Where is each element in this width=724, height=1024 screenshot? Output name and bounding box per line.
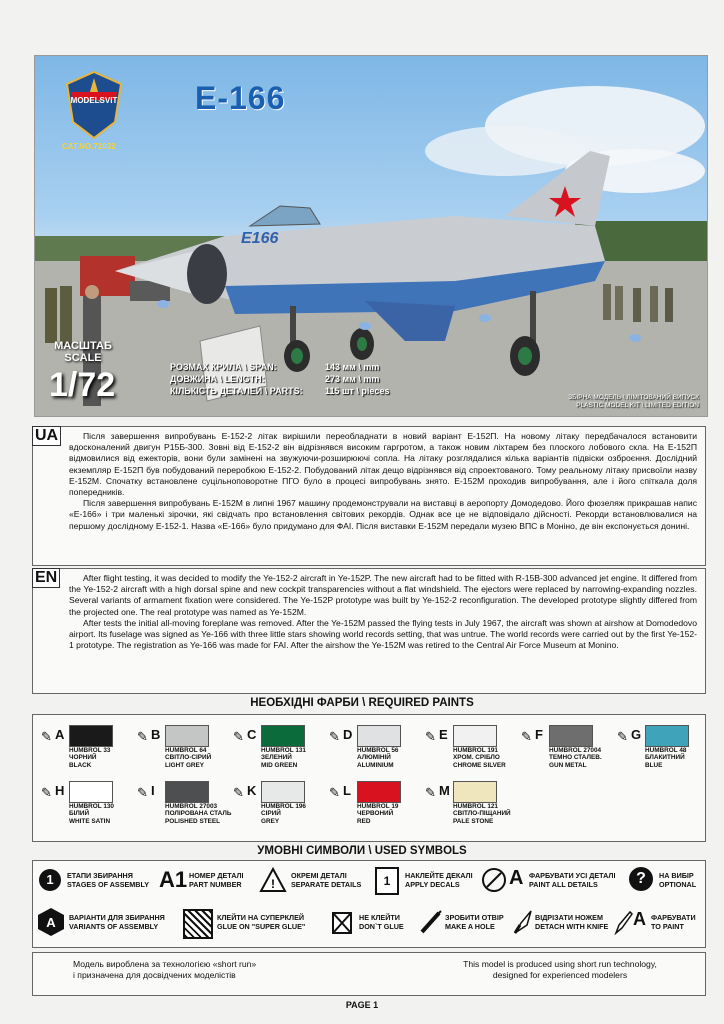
paint-all-letter: A: [509, 867, 524, 889]
symbol-separate-ua: ОКРЕМІ ДЕТАЛІ: [291, 871, 347, 880]
paint-letter: M: [439, 783, 450, 798]
symbol-dont-glue-ua: НЕ КЛЕЙТИ: [359, 913, 400, 922]
symbols-title: УМОВНІ СИМВОЛИ \ USED SYMBOLS: [257, 845, 467, 857]
paint-name-en: CHROME SILVER: [453, 761, 506, 769]
short-run-note-en: [429, 959, 691, 981]
kit-note-ua: ЗБІРНА МОДЕЛЬ \ ЛІМІТОВАНИЙ ВИПУСК: [568, 394, 699, 401]
short-run-note-en-line-2: designed for experienced modelers: [492, 970, 628, 980]
paint-all-icon: [481, 867, 507, 893]
warning-triangle-glyph: !: [271, 877, 275, 891]
paint-name-ua: БЛАКИТНИЙ: [645, 754, 685, 762]
symbol-knife-ua: ВІДРІЗАТИ НОЖЕМ: [535, 913, 603, 922]
scale-label: [53, 340, 113, 364]
symbol-make-hole: [445, 913, 504, 931]
paint-label: [261, 747, 306, 769]
symbol-separate-details: [291, 871, 361, 889]
brush-icon: ✎: [425, 785, 436, 800]
paint-swatch: [453, 781, 497, 803]
paint-label: [69, 747, 110, 769]
paint-name-en: RED: [357, 817, 371, 825]
paint-a: [41, 725, 151, 769]
paint-name-ua: ЧЕРВОНИЙ: [357, 810, 394, 818]
paint-code: HUMBROL 27004: [549, 747, 602, 754]
paints-box: [32, 714, 706, 842]
hero-image: [34, 55, 708, 417]
paint-label: [357, 747, 398, 769]
paint-name-en: POLISHED STEEL: [165, 817, 221, 825]
brush-icon: ✎: [137, 729, 148, 744]
paint-h: [41, 781, 151, 825]
paint-letter: G: [631, 727, 642, 742]
symbol-stages-en: STAGES OF ASSEMBLY: [67, 880, 150, 889]
drill-icon: [419, 909, 443, 935]
spec-length-value: 273 мм \ mm: [325, 374, 380, 384]
brush-icon: ✎: [233, 785, 244, 800]
spec-parts-value: 115 шт \ pieces: [325, 386, 390, 396]
en-language-tag: EN: [32, 568, 60, 588]
symbol-part-number-en: PART NUMBER: [189, 880, 242, 889]
symbol-optional-ua: НА ВИБІР: [659, 871, 694, 880]
spec-span-label: РОЗМАХ КРИЛА \ SPAN:: [170, 362, 277, 372]
paint-name-en: BLUE: [645, 761, 663, 769]
brush-icon: ✎: [233, 729, 244, 744]
paint-name-ua: СВІТЛО-СІРИЙ: [165, 754, 212, 762]
paint-code: HUMBROL 48: [645, 747, 687, 754]
scale-value: 1/72: [49, 366, 116, 404]
paint-swatch: [453, 725, 497, 747]
paint-letter: F: [535, 727, 543, 742]
symbol-to-paint-en: TO PAINT: [651, 922, 684, 931]
spec-values: [325, 361, 389, 397]
spec-parts-label: КІЛЬКІСТЬ ДЕТАЛЕЙ \ PARTS:: [170, 386, 303, 396]
paints-title: НЕОБХІДНІ ФАРБИ \ REQUIRED PAINTS: [250, 697, 474, 709]
symbol-dont-glue: [359, 913, 404, 931]
paint-name-ua: АЛЮМІНІЙ: [357, 754, 391, 762]
paint-name-ua: ТЕМНО СТАЛЕВ.: [549, 754, 602, 762]
symbol-apply-decals: [405, 871, 473, 889]
paint-l: [329, 781, 439, 825]
brush-icon: ✎: [617, 729, 628, 744]
symbol-stages: [67, 871, 149, 889]
en-paragraph-2: After tests the initial all-moving foreplane was removed. After the Ye-152M passed the flying tests in July 1967, the aircraft was shown at airshow at Domodedovo airport. Its fuselage was signed as Ye-166 with three little stars showing world records setting, that was untrue. The world records were carried out by the first Ye-152-1 prototype. The registration as Ye-166 was made for FAI. After the airshow the Ye-152M was retired to the Central Air Force Museum at Monino.: [69, 617, 697, 651]
decal-icon: 1: [375, 867, 399, 895]
paint-code: HUMBROL 33: [69, 747, 111, 754]
en-description-box: [32, 568, 706, 694]
ua-paragraph-2: Після завершення випробувань Е-152М в липні 1967 машину продемонстрували на виставці в аеропорту Домодедово. Його фюзеляж прикрашав напис «Е-166» і три маленькі зірочки, які свідчать про встановлення світових рекордів. Однак все це не відповідало дійсності. Рекорди встановлювалися на першому дослідному Е-152-1. Назва «Е-166» було придумано для ФАІ. Після виставки Е-152М передали музею ВПС в Моніно, де він експонується донині.: [69, 498, 697, 531]
paint-swatch: [165, 725, 209, 747]
paint-d: [329, 725, 439, 769]
part-number-icon: A1: [159, 867, 188, 892]
paint-swatch: [261, 725, 305, 747]
symbol-part-number-ua: НОМЕР ДЕТАЛІ: [189, 871, 244, 880]
paint-letter: K: [247, 783, 257, 798]
short-run-note-ua-line-2: і призначена для досвідчених моделістів: [73, 970, 236, 980]
ua-description-box: [32, 426, 706, 566]
paint-letter: L: [343, 783, 351, 798]
symbol-make-hole-ua: ЗРОБИТИ ОТВІР: [445, 913, 504, 922]
paint-name-ua: ЧОРНИЙ: [69, 754, 97, 762]
paint-b: [137, 725, 247, 769]
paint-name-ua: ПОЛІРОВАНА СТАЛЬ: [165, 810, 232, 818]
paint-label: [645, 747, 686, 769]
paint-f: [521, 725, 631, 769]
brush-icon: ✎: [137, 785, 148, 800]
paint-i: [137, 781, 247, 825]
paint-swatch: [165, 781, 209, 803]
to-paint-letter: A: [633, 909, 646, 929]
paint-letter: E: [439, 727, 448, 742]
spec-labels: [170, 361, 303, 397]
spec-length-label: ДОВЖИНА \ LENGTH:: [170, 374, 265, 384]
symbol-decals-en: APPLY DECALS: [405, 880, 460, 889]
paint-name-en: LIGHT GREY: [165, 761, 205, 769]
paint-swatch: [261, 781, 305, 803]
ua-description: [69, 431, 697, 532]
paint-name-ua: БІЛИЙ: [69, 810, 90, 818]
symbol-dont-glue-en: DON`T GLUE: [359, 922, 404, 931]
paint-code: HUMBROL 130: [69, 803, 114, 810]
short-run-note-ua-line-1: Модель вироблена за технологією «short run»: [73, 959, 257, 969]
brush-icon: ✎: [329, 785, 340, 800]
brush-icon: ✎: [425, 729, 436, 744]
variants-icon-glyph: A: [46, 915, 56, 930]
symbol-to-paint: [651, 913, 696, 931]
symbol-super-glue-en: GLUE ON "SUPER GLUE": [217, 922, 306, 931]
paint-label: [453, 803, 511, 825]
paint-name-ua: ЗЕЛЕНИЙ: [261, 754, 292, 762]
kit-note-en: PLASTIC MODEL KIT \ LIMITED EDITION: [576, 402, 699, 409]
paint-c: [233, 725, 343, 769]
paint-swatch: [69, 725, 113, 747]
paint-label: [165, 803, 231, 825]
page-title: E-166: [195, 80, 286, 116]
kit-note: [568, 394, 699, 410]
fuselage-marking: E166: [241, 230, 279, 247]
short-run-note-box: [32, 952, 706, 996]
super-glue-icon: [183, 909, 213, 939]
symbol-super-glue-ua: КЛЕЙТИ НА СУПЕРКЛЕЙ: [217, 913, 305, 922]
no-glue-icon: [331, 909, 355, 935]
symbols-box: [32, 860, 706, 948]
paint-label: [357, 803, 398, 825]
stage-number-icon: 1: [39, 869, 61, 891]
warning-triangle-icon: [259, 867, 287, 893]
paint-brush-icon: [613, 909, 633, 935]
paint-letter: A: [55, 727, 65, 742]
paint-name-en: PALE STONE: [453, 817, 494, 825]
paint-name-ua: СІРИЙ: [261, 810, 281, 818]
paint-letter: C: [247, 727, 257, 742]
paint-code: HUMBROL 196: [261, 803, 306, 810]
paint-name-en: GREY: [261, 817, 280, 825]
symbol-stages-ua: ЕТАПИ ЗБИРАННЯ: [67, 871, 133, 880]
brand-logo: [63, 70, 125, 140]
variants-icon: [37, 907, 65, 937]
paint-swatch: [69, 781, 113, 803]
page-number: PAGE 1: [345, 1000, 379, 1010]
paint-label: [261, 803, 306, 825]
symbol-super-glue: [217, 913, 305, 931]
paint-label: [549, 747, 602, 769]
paint-name-en: GUN METAL: [549, 761, 587, 769]
symbol-part-number: [189, 871, 244, 889]
optional-icon: ?: [629, 867, 653, 891]
symbol-detach-knife: [535, 913, 608, 931]
en-description: [69, 573, 697, 651]
brush-icon: ✎: [329, 729, 340, 744]
symbol-make-hole-en: MAKE A HOLE: [445, 922, 495, 931]
paint-code: HUMBROL 121: [453, 803, 498, 810]
scale-label-en: SCALE: [64, 352, 102, 364]
paint-letter: B: [151, 727, 161, 742]
short-run-note-en-line-1: This model is produced using short run technology,: [463, 959, 657, 969]
brush-icon: ✎: [41, 785, 52, 800]
en-paragraph-1: After flight testing, it was decided to modify the Ye-152-2 aircraft in Ye-152P. The new aircraft had to be fitted with R-15B-300 advanced jet engine. It differed from the Ye-152-2 aircraft with a high dorsal spine and new cockpit transparencies without a flat windshield. The ejectors were replaced by narrowing-expanding nozzles. Several variants of armament fixation were considered. The Ye-152P prototype was built by Ye-152-2 reconfiguration. The developed prototype slightly differed from the projected one. The real prototype was named as Ye-152M.: [69, 573, 697, 617]
paint-name-ua: ХРОМ. СРІБЛО: [453, 754, 500, 762]
brush-icon: ✎: [521, 729, 532, 744]
paint-name-en: ALUMINIUM: [357, 761, 394, 769]
paint-k: [233, 781, 343, 825]
paint-code: HUMBROL 27003: [165, 803, 218, 810]
paint-letter: I: [151, 783, 155, 798]
brush-icon: ✎: [41, 729, 52, 744]
symbol-knife-en: DETACH WITH KNIFE: [535, 922, 609, 931]
paint-code: HUMBROL 56: [357, 747, 399, 754]
paint-code: HUMBROL 19: [357, 803, 399, 810]
symbol-paint-all-ua: ФАРБУВАТИ УСІ ДЕТАЛІ: [529, 871, 616, 880]
scale-label-ua: МАСШТАБ: [54, 340, 112, 352]
catalog-number: CAT.NO.72032: [62, 142, 116, 151]
paint-swatch: [645, 725, 689, 747]
symbol-variants: [69, 913, 165, 931]
spec-span-value: 143 мм \ mm: [325, 362, 380, 372]
ua-language-tag: UA: [32, 426, 61, 446]
paint-name-en: MID GREEN: [261, 761, 298, 769]
symbol-optional-en: OPTIONAL: [659, 880, 697, 889]
knife-icon: [511, 909, 533, 935]
paint-name-ua: СВІТЛО-ПІЩАНИЙ: [453, 810, 511, 818]
paint-label: [453, 747, 506, 769]
symbol-decals-ua: НАКЛЕЙТЕ ДЕКАЛІ: [405, 871, 473, 880]
brand-name: MODELSVIT: [70, 96, 118, 105]
paint-code: HUMBROL 191: [453, 747, 498, 754]
paint-e: [425, 725, 535, 769]
symbol-variants-ua: ВАРІАНТИ ДЛЯ ЗБИРАННЯ: [69, 913, 165, 922]
paint-code: HUMBROL 131: [261, 747, 306, 754]
paint-name-en: WHITE SATIN: [69, 817, 111, 825]
paint-m: [425, 781, 535, 825]
paint-letter: H: [55, 783, 65, 798]
paint-letter: D: [343, 727, 353, 742]
symbol-paint-all-en: PAINT ALL DETAILS: [529, 880, 598, 889]
ua-paragraph-1: Після завершення випробувань Е-152-2 літак вирішили переобладнати в новий варіант Е-152П. На новому літаку передбачалося встановити вдосконалений двигун Р15Б-300. Зовні від Е-152-2 він відрізнявся високим гаргротом, а також новим ліхтарем без плоского лобового скла. На Е-152П відмовилися від ежекторів, вони були замінені на звужуючи-розширюючі сопла. На літаку розглядалися кілька варіантів підвіски озброєння. Дослідний екземпляр Е-152П був побудований переробкою Е-152-2. Побудований літак дещо відрізнявся від спроектованого. Тому реальному літаку присвоїли назву Е-152М. Спочатку встановлене суцільноповоротне ПГО було в процесі випробувань знято. Е-152М проходив випробування, але і його спіткала доля попередників.: [69, 431, 697, 498]
symbol-separate-en: SEPARATE DETAILS: [291, 880, 362, 889]
paint-swatch: [357, 725, 401, 747]
paint-label: [165, 747, 211, 769]
paint-label: [69, 803, 114, 825]
paint-g: [617, 725, 724, 769]
short-run-note-ua: [73, 959, 256, 981]
paint-swatch: [357, 781, 401, 803]
symbol-optional: [659, 871, 696, 889]
paint-code: HUMBROL 64: [165, 747, 207, 754]
symbol-variants-en: VARIANTS OF ASSEMBLY: [69, 922, 159, 931]
symbol-to-paint-ua: ФАРБУВАТИ: [651, 913, 696, 922]
paint-name-en: BLACK: [69, 761, 92, 769]
paint-swatch: [549, 725, 593, 747]
symbol-paint-all: [529, 871, 615, 889]
